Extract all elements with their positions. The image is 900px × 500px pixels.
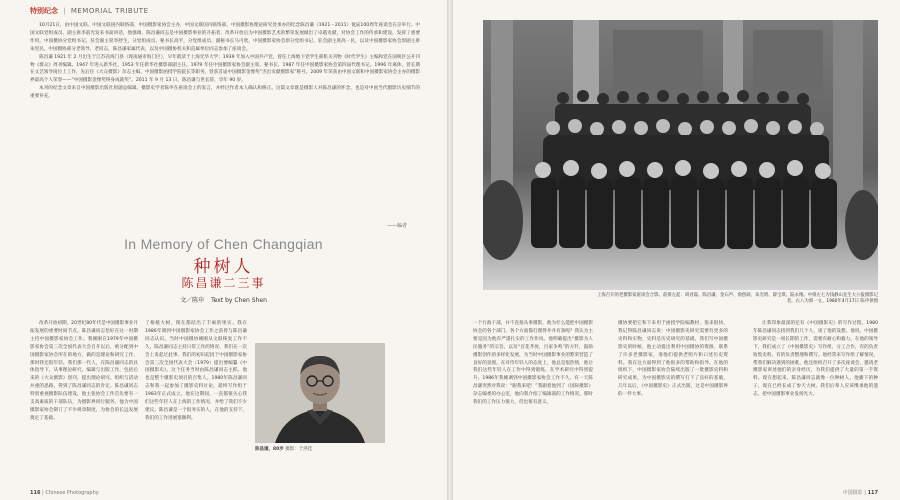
left-page-number: 116 <box>30 490 41 496</box>
body-column-2: 了根植大树，现在都结出了丰硕的果实。我在1986年调到中国摄影家协会工作之前曾与陈昌谦同志认识。当时中国摄协刚刚从文联恢复工作不久，陈昌谦同志主持日常工作的情况，我们在一次会上说起过此事。我们的初识起因于中国摄影家协会第三次全国代表大会（1979）提出要编纂《中国摄影史》。这个任务当时由陈昌谦同志主抓。他也是整个摄影史项目的召集人。1980年陈昌谦同志和我一起参加了摄影史料讨论，最终写作组于1983年正式成立。他在这期间，一直都很关心我们这些年轻人在上海的工作情况，并给了我们不少建议。陈昌谦是一个很务实的人，在他的支持下，我们的工作进展很顺利。 <box>145 321 247 421</box>
portrait-photo <box>255 343 385 443</box>
byline-chinese: 文／陈申 <box>180 297 205 304</box>
portrait-credit: 摄影：于洪佳 <box>285 447 313 452</box>
section-subtitle: MEMORIAL TRIBUTE <box>70 7 149 15</box>
page-header <box>30 6 149 16</box>
portrait-name: 陈昌谦，80岁 <box>255 447 284 452</box>
right-body-column-2: 摄协要把它和下来用于函授学院编教材，很来很快。我记得陈昌谦同志说：中国摄影史研究需要有更多的史料和实物，史料是历史研究的基础。我们写中国摄影史的时候，他主动提出利用中国摄协的资源，联系了许多老摄影家，请他们提供老照片和口述历史资料。我在这方面得到了他很多的帮助和指导。在他的组织下，中国摄影家协会陆续出版了一批摄影史料和研究成果，为中国摄影史的撰写打下了良好的基础。几年以后，《中国摄影史》正式出版，这是中国摄影界的一件大事。 <box>618 321 728 398</box>
right-body-column-1: 一个行政干部，并不直接从事摄影，他为什么能把中国摄影协会的各个部门、各个方面都打理得井井有条呢？我认为主要是因为他有严谨扎实的工作作风。他明确提出“摄影为人民服务”的宗旨，以及“百花齐放，百家争鸣”的方针，鼓励摄影创作的多样化发展，为当时中国摄影事业的繁荣营造了良好的氛围。在对待年轻人的态度上，他总是很热情，他让我们这些年轻人在工作中得到锻炼，在学术研究中得到提升。1986年我刚调到中国摄影家协会工作不久，有一天陈昌谦突然对我说：“跟我来吧！”我跟着他到了《国际摄影》杂志编委的办公室，他向我介绍了编辑部的工作情况。那时我们的工作压力很大，但也很有意义。 <box>473 321 593 406</box>
header-separator: | <box>63 7 66 15</box>
group-photo-caption <box>593 293 878 305</box>
right-footer-separator: | <box>864 490 868 496</box>
right-footer <box>843 489 878 496</box>
group-photo-caption-text: 上海召开的老摄影家座谈会合影。前排左起：胡君磊、陈昌谦、金石声、俞创硕、朱光明、薛宝琪、陆永椿。中排左七为钱静山先生大公报摄影记者。右八为郭一文。1980年4月17日 <box>596 293 878 304</box>
byline <box>0 295 447 304</box>
group-photo-image <box>483 20 878 290</box>
editor-intro <box>30 22 420 232</box>
body-column-1: 改革开放初期，20世纪80年代是中国摄影事业开拓发展的重要时间节点。陈昌谦同志恰好在这一时期主持中国摄影家协会工作。我刚刚在1979年中国摄影家协会第三次全国代表大会召开以后，被分配到中国摄影家协会所在的地方，做的是理论和研究工作，那时我还很年轻。我们那一代人，在陈昌谦同志的具体指导下，从事理论研究、编辑与出版工作，包括后来的《大众摄影》创刊，提出理论研究、组织与活动并重的思路，得到了陈昌谦同志的肯定。陈昌谦同志特别重视摄影队伍建设，他主张协会工作首先要有一支高素质的干部队伍，为摄影界同行服务。他为中国摄影家协会制订了不少规章制度，为协会的长远发展奠定了基础。 <box>30 321 138 421</box>
right-magazine-name: 中国摄影 <box>842 490 863 496</box>
right-body-column-3: 让我印象最深的还有《中国摄影史》的写作过程。1980年陈昌谦同志找到我们几个人，谈了他的设想。他说，中国摄影史研究是一项长期的工作，需要有耐心和毅力。在他的领导下，我们成立了《中国摄影史》写作组，分工合作，有的负责收集史料，有的负责整理和撰写。他经常来写作组了解情况，帮我们解决遇到的困难。他还组织召开了多次座谈会，邀请老摄影家讲述他们的亲身经历，为我们提供了大量的第一手资料。现在想起来，陈昌谦同志就像一位种树人，他播下的种子，现在已经长成了参天大树。我们后辈人应该继承他的遗志，把中国摄影事业发扬光大。 <box>753 321 878 398</box>
group-photo-credit: 陈申供图 <box>860 299 878 304</box>
right-page-number: 117 <box>867 490 878 496</box>
portrait-image <box>255 343 385 443</box>
chinese-subtitle: 陈昌谦二三事 <box>181 276 266 290</box>
byline-english: Text by Chen Shen <box>211 297 267 304</box>
intro-paragraph-1: 10月21日，由中国文联、中国文联国内联络部、中国摄影家协会主办，中国文联国内联络部、中国摄影协理论研究处承办的纪念陈昌谦（1921－2011）诞辰100周年座谈会在京举行。中国文联党组成员、副主席李前光发来书面讲话，他强调，陈昌谦同志是中国摄影事业的开拓者，改革开放后为中国摄影艺术的繁荣发展做出了卓越贡献，对协会工作的传承和建设，发挥了重要作用。中国摄协分党组书记、驻会副主席李舒生，分党组成员、秘书长高平，分党组成员、副秘书长马可欣，中国摄影家协会原分党组书记、驻会副主席高一民，以及中国摄影家协会原副主席朱宪民，中国摄协部分老领导、老同志，陈昌谦家属代表，以及中国摄协机关和直属单位同志参加了座谈会。 <box>30 23 420 52</box>
intro-paragraph-3: 本刊的纪念文章来自中国摄影出版社原副总编辑、摄影史学者陈申在座谈会上的发言，并经过作者本人确认和修正。这篇文章既是摄影人对陈昌谦的怀念，也是对中国当代摄影历史细节的重要补充。 <box>30 86 420 100</box>
intro-paragraph-2: 陈昌谦 1921 年 2 月出生于江苏省海门县（现南通市海门区），早年就读于上海光华大学；1939 年加入中国共产党，曾任上海地下党学生部机关刊物《时代学生》主编和党在国统区公开刊物《群众》周刊编辑。1947 年进入新华社，1953 年任新华社摄影部副主任。1979 年任中国摄影家协会副主席、秘书长，1987 年任中国摄影家协会第四届代理书记。1996 年离休。曾长期在文艺领导岗位上工作，先后任《大众摄影》杂志主编、中国摄影函授学院院长等职务。曾获首届中国摄影金像奖“杰出贡献摄影家”称号。2009 年荣获由中国文联和中国摄影家协会主办的摄影界最高个人荣誉——“中国摄影金像奖终身成就奖”。2011 年 9 月 13 日，陈昌谦与世长辞，享年 90 岁。 <box>30 54 420 84</box>
left-magazine-name: Chinese Photography <box>45 490 99 496</box>
chinese-title: 种树人 <box>193 257 254 277</box>
left-footer <box>30 490 99 496</box>
right-page <box>453 0 900 500</box>
section-label: 特别纪念 <box>30 7 58 15</box>
english-title: In Memory of Chen Changqian <box>124 236 323 252</box>
left-footer-separator: | <box>42 490 46 496</box>
left-page <box>0 0 447 500</box>
group-photo <box>483 20 878 290</box>
editor-signature: ——编者 <box>386 223 407 229</box>
portrait-caption <box>255 446 312 452</box>
